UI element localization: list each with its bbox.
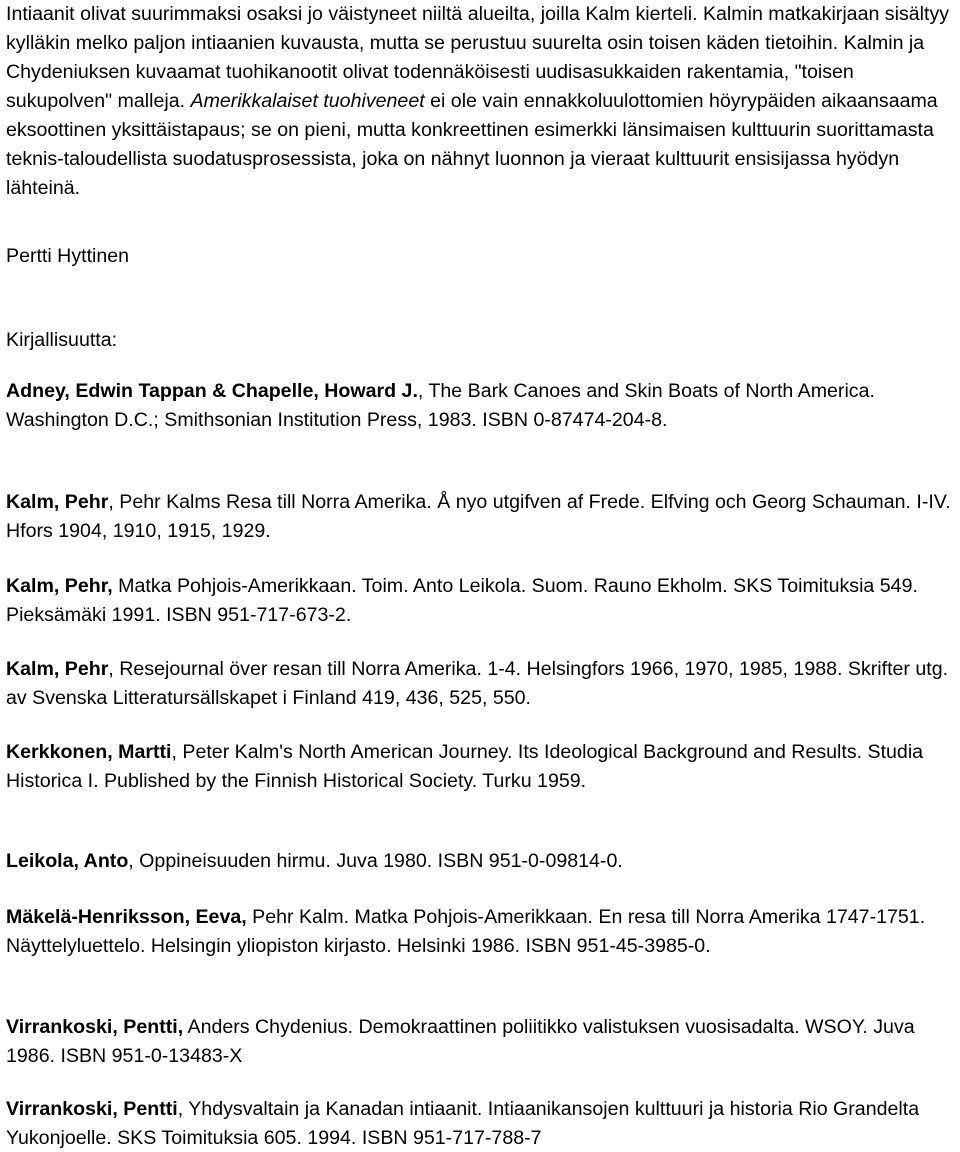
reference-item [6,903,956,960]
reference-text: , Yhdysvaltain ja Kanadan intiaanit. Intiaanikansojen kulttuuri ja historia Rio Grandelta Yukonjoelle. SKS Toimituksia 605. 1994. ISBN 951-717-788-7 [6,1098,920,1149]
reference-author: Virrankoski, Pentti, [6,1016,184,1038]
reference-author: Kalm, Pehr [6,491,109,513]
reference-author: Leikola, Anto [6,850,129,872]
reference-item [6,377,956,434]
reference-author: Virrankoski, Pentti [6,1098,178,1120]
reference-author: Kerkkonen, Martti [6,741,172,763]
intro-text-rest: ei ole vain ennakkoluulottomien höyrypäiden aikaansaama eksoottinen yksittäistapaus; se on pieni, mutta konkreettinen esimerkki länsimaisen kulttuurin suorittamasta teknis-taloudellista suodatusprosessista, joka on nähnyt luonnon ja vieraat kulttuurit ensisijassa hyödyn lähteinä. [6,90,938,199]
reference-item [6,572,956,629]
intro-text: Intiaanit olivat suurimmaksi osaksi jo väistyneet niiltä alueilta, joilla Kalm kierteli. Kalmin matkakirjaan sisältyy kylläkin melko paljon intiaanien kuvausta, mutta se perustuu suurelta osin toisen käden tietoihin. Kalmin ja Chydeniuksen kuvaamat tuohikanootit olivat todennäköisesti uudisasukkaiden rakentamia, "toisen sukupolven" malleja. [6,3,950,112]
literature-heading: Kirjallisuutta: [6,329,118,351]
reference-text: , Resejournal över resan till Norra Amerika. 1-4. Helsingfors 1966, 1970, 1985, 1988. Skrifter utg. av Svenska Litteratursällskapet i Finland 419, 436, 525, 550. [6,658,949,709]
reference-author: Kalm, Pehr [6,658,109,680]
author-signature: Pertti Hyttinen [6,245,130,267]
reference-text: , The Bark Canoes and Skin Boats of North America. Washington D.C.; Smithsonian Institution Press, 1983. ISBN 0-87474-204-8. [6,380,875,431]
intro-paragraph [6,0,960,203]
reference-text: Matka Pohjois-Amerikkaan. Toim. Anto Leikola. Suom. Rauno Ekholm. SKS Toimituksia 549. Pieksämäki 1991. ISBN 951-717-673-2. [6,575,918,626]
reference-text: Pehr Kalm. Matka Pohjois-Amerikkaan. En resa till Norra Amerika 1747-1751. Näyttelyluettelo. Helsingin yliopiston kirjasto. Helsinki 1986. ISBN 951-45-3985-0. [6,906,926,957]
reference-item [6,1013,956,1070]
reference-text: Anders Chydenius. Demokraattinen poliitikko valistuksen vuosisadalta. WSOY. Juva 1986. ISBN 951-0-13483-X [6,1016,915,1067]
reference-author: Adney, Edwin Tappan & Chapelle, Howard J. [6,380,418,402]
reference-item [6,655,956,712]
reference-item [6,488,956,545]
reference-text: , Oppineisuuden hirmu. Juva 1980. ISBN 951-0-09814-0. [128,850,623,872]
reference-item [6,847,956,876]
reference-item [6,738,956,795]
reference-author: Kalm, Pehr, [6,575,113,597]
reference-author: Mäkelä-Henriksson, Eeva, [6,906,247,928]
reference-text: , Pehr Kalms Resa till Norra Amerika. Å nyo utgifven af Frede. Elfving och Georg Schauman. I-IV. Hfors 1904, 1910, 1915, 1929. [6,491,951,542]
intro-italic-term: Amerikkalaiset tuohiveneet [190,90,425,112]
reference-text: , Peter Kalm's North American Journey. Its Ideological Background and Results. Studia Historica I. Published by the Finnish Historical Society. Turku 1959. [6,741,924,792]
reference-item [6,1095,956,1152]
